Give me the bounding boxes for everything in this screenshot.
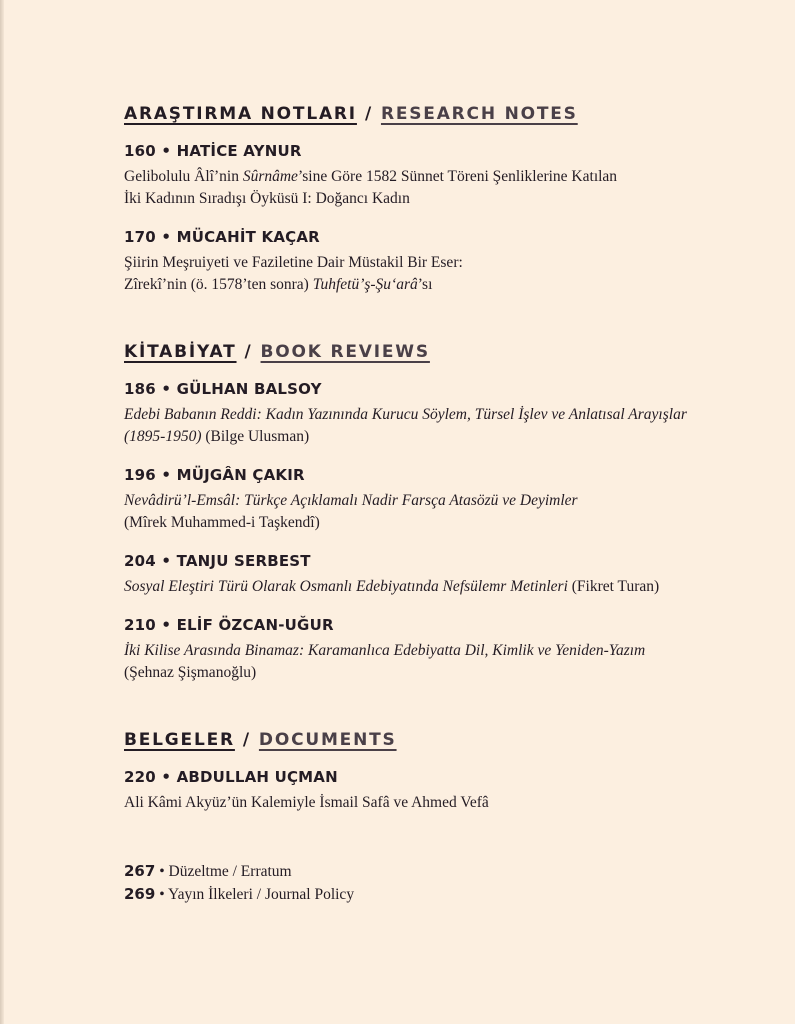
section-spacer — [124, 702, 764, 730]
misc-text: Düzeltme / Erratum — [168, 863, 292, 880]
title-segment: (Fikret Turan) — [567, 578, 660, 595]
title-segment: (Mîrek Muhammed-i Taşkendî) — [124, 514, 320, 531]
title-italic-segment: Nevâdirü’l-Emsâl: Türkçe Açıklamalı Nadir Farsça Atasözü ve Deyimler — [124, 492, 578, 509]
section-title-en: RESEARCH NOTES — [380, 104, 578, 124]
bullet: • — [161, 768, 172, 786]
entry-heading — [124, 552, 764, 570]
bullet: • — [161, 466, 172, 484]
bullet: • — [161, 552, 172, 570]
entry-heading — [124, 380, 764, 398]
toc-entry[interactable] — [124, 616, 764, 684]
article-title — [124, 490, 764, 534]
title-segment: ’sine Göre 1582 Sünnet Töreni Şenliklerine Katılan — [297, 168, 618, 185]
bullet: • — [159, 863, 165, 880]
title-italic-segment: İki Kilise Arasında Binamaz: Karamanlıca Edebiyatta Dil, Kimlik ve Yeniden-Yazım — [124, 642, 646, 659]
section-heading — [124, 104, 764, 124]
article-title — [124, 640, 764, 684]
section-title-en: DOCUMENTS — [258, 730, 397, 750]
toc-entry[interactable] — [124, 228, 764, 296]
article-title — [124, 404, 764, 448]
section-heading — [124, 342, 764, 362]
entry-heading — [124, 466, 764, 484]
page-number: 267 — [124, 862, 156, 880]
title-line — [124, 792, 764, 814]
misc-entry[interactable] — [124, 883, 764, 906]
title-italic-segment: Sûrnâme — [242, 168, 298, 185]
title-line — [124, 490, 764, 512]
section-title-en: BOOK REVIEWS — [260, 342, 430, 362]
author-name: HATİCE AYNUR — [176, 142, 302, 160]
author-name: MÜJGÂN ÇAKIR — [176, 466, 305, 484]
title-line — [124, 640, 764, 662]
toc-entry[interactable] — [124, 466, 764, 534]
entry-heading — [124, 228, 764, 246]
page-number: 220 — [124, 768, 156, 786]
toc-entry[interactable] — [124, 142, 764, 210]
title-line — [124, 274, 764, 296]
page-number: 196 — [124, 466, 156, 484]
bullet: • — [161, 228, 172, 246]
author-name: ABDULLAH UÇMAN — [176, 768, 338, 786]
page-number: 210 — [124, 616, 156, 634]
title-segment: Ali Kâmi Akyüz’ün Kalemiyle İsmail Safâ ve Ahmed Vefâ — [124, 794, 489, 811]
title-italic-segment: (1895-1950) — [124, 428, 202, 445]
bullet: • — [159, 886, 165, 903]
section-title-tr: BELGELER — [124, 730, 235, 750]
toc-entry[interactable] — [124, 552, 764, 598]
misc-text: Yayın İlkeleri / Journal Policy — [167, 886, 355, 903]
article-title — [124, 792, 764, 814]
title-italic-segment: Edebi Babanın Reddi: Kadın Yazınında Kurucu Söylem, Türsel İşlev ve Anlatısal Arayışlar — [124, 406, 687, 423]
author-name: ELİF ÖZCAN-UĞUR — [176, 616, 334, 634]
title-segment: ’sı — [417, 276, 433, 293]
bullet: • — [161, 380, 172, 398]
title-line — [124, 252, 764, 274]
title-line — [124, 512, 764, 534]
title-italic-segment: Sosyal Eleştiri Türü Olarak Osmanlı Edebiyatında Nefsülemr Metinleri — [124, 578, 568, 595]
title-segment: İki Kadının Sıradışı Öyküsü I: Doğancı Kadın — [124, 190, 410, 207]
title-segment: Zîrekî’nin (ö. 1578’ten sonra) — [124, 276, 313, 293]
title-line — [124, 166, 764, 188]
section-spacer — [124, 314, 764, 342]
section-title-tr: ARAŞTIRMA NOTLARI — [124, 104, 357, 124]
title-line — [124, 662, 764, 684]
title-segment: Şiirin Meşruiyeti ve Faziletine Dair Müstakil Bir Eser: — [124, 254, 463, 271]
page-number: 204 — [124, 552, 156, 570]
bullet: • — [161, 616, 172, 634]
page-edge — [0, 0, 4, 1024]
page-number: 170 — [124, 228, 156, 246]
section-separator: / — [244, 342, 253, 362]
title-segment: (Şehnaz Şişmanoğlu) — [124, 664, 257, 681]
article-title — [124, 166, 764, 210]
section-title-tr: KİTABİYAT — [124, 342, 237, 362]
author-name: MÜCAHİT KAÇAR — [176, 228, 320, 246]
author-name: TANJU SERBEST — [176, 552, 311, 570]
article-title — [124, 576, 764, 598]
section-spacer — [124, 832, 764, 860]
title-segment: Gelibolulu Âlî’nin — [124, 168, 243, 185]
toc-entry[interactable] — [124, 768, 764, 814]
author-name: GÜLHAN BALSOY — [176, 380, 322, 398]
article-title — [124, 252, 764, 296]
bullet: • — [161, 142, 172, 160]
entry-heading — [124, 616, 764, 634]
page-number: 269 — [124, 885, 156, 903]
title-line — [124, 404, 764, 426]
toc-entry[interactable] — [124, 380, 764, 448]
title-line — [124, 576, 764, 598]
title-segment: (Bilge Ulusman) — [201, 428, 310, 445]
section-separator: / — [242, 730, 251, 750]
section-separator: / — [364, 104, 373, 124]
table-of-contents — [124, 104, 764, 906]
section-heading — [124, 730, 764, 750]
page-number: 160 — [124, 142, 156, 160]
entry-heading — [124, 142, 764, 160]
title-line — [124, 188, 764, 210]
misc-entry[interactable] — [124, 860, 764, 883]
entry-heading — [124, 768, 764, 786]
page-number: 186 — [124, 380, 156, 398]
title-italic-segment: Tuhfetü’ş-Şu‘arâ — [312, 276, 418, 293]
title-line — [124, 426, 764, 448]
